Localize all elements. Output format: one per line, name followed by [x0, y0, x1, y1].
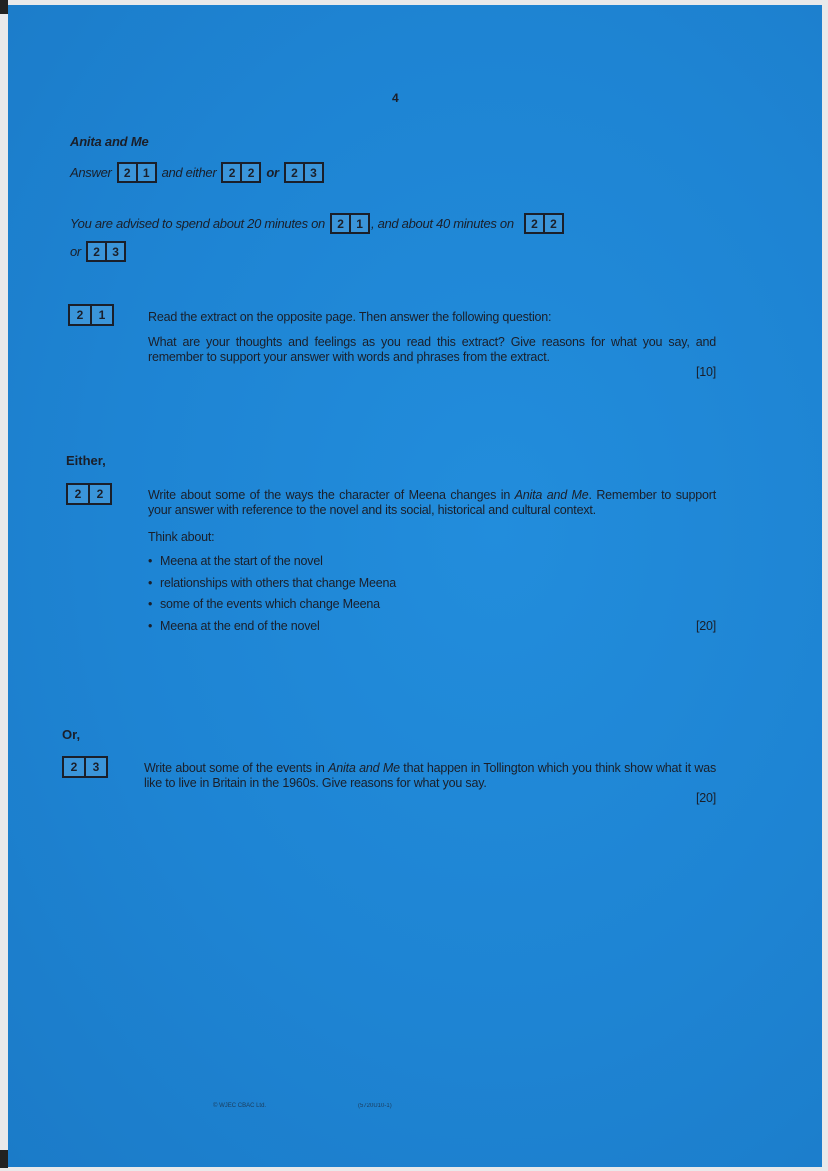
footer-code: (5720U10-1)	[358, 1103, 392, 1109]
question-23-number: 2 3	[62, 756, 108, 778]
list-item: • some of the events which change Meena	[148, 597, 716, 619]
answer-label: Answer	[70, 165, 112, 180]
question-22-body: Write about some of the ways the character of Meena changes in Anita and Me. Remember to support your answer with reference to the novel and its social, historical and cultural context.	[148, 488, 716, 517]
question-21-number: 2 1	[68, 304, 114, 326]
exam-page	[8, 5, 822, 1167]
think-about-list	[148, 554, 716, 640]
question-23-body: Write about some of the events in Anita and Me that happen in Tollington which you think show what it was like to live in Britain in the 1960s. Give reasons for what you say.	[144, 761, 717, 790]
either-label: and either	[161, 165, 217, 180]
list-item: • relationships with others that change Meena	[148, 576, 716, 598]
question-box-21: 2 1	[117, 162, 157, 183]
section-title: Anita and Me	[70, 134, 149, 149]
either-heading: Either,	[66, 453, 106, 468]
question-23-marks: [20]	[695, 791, 716, 805]
question-22-number: 2 2	[66, 483, 112, 505]
question-box-22: 2 2	[524, 213, 564, 234]
question-box-23: 2 3	[86, 241, 126, 262]
list-item: • Meena at the start of the novel	[148, 554, 716, 576]
or-label: or	[266, 165, 279, 180]
question-21-body: What are your thoughts and feelings as you read this extract? Give reasons for what you say, and remember to support your answer with words and phrases from the extract.	[148, 335, 716, 364]
question-22	[148, 488, 716, 640]
question-21-marks: [10]	[695, 365, 716, 379]
scan-edge-mark	[0, 0, 8, 14]
time-advice: You are advised to spend about 20 minutes on 2 1 , and about 40 minutes on 2 2	[70, 213, 569, 234]
question-box-23: 2 3	[284, 162, 324, 183]
question-21-intro: Read the extract on the opposite page. Then answer the following question:	[148, 310, 552, 324]
page-number: 4	[392, 91, 399, 105]
question-box-21: 2 1	[330, 213, 370, 234]
question-22-marks: [20]	[695, 618, 716, 633]
question-21	[148, 310, 716, 380]
list-item: • Meena at the end of the novel [20]	[148, 619, 716, 641]
or-heading: Or,	[62, 727, 81, 742]
answer-instruction	[70, 162, 329, 183]
question-23	[144, 761, 716, 806]
scan-edge-mark	[0, 1150, 8, 1168]
footer-copyright: © WJEC CBAC Ltd.	[213, 1103, 267, 1109]
time-advice-cont: or 2 3	[70, 241, 131, 262]
question-box-22: 2 2	[221, 162, 261, 183]
think-about-label: Think about:	[148, 530, 215, 544]
